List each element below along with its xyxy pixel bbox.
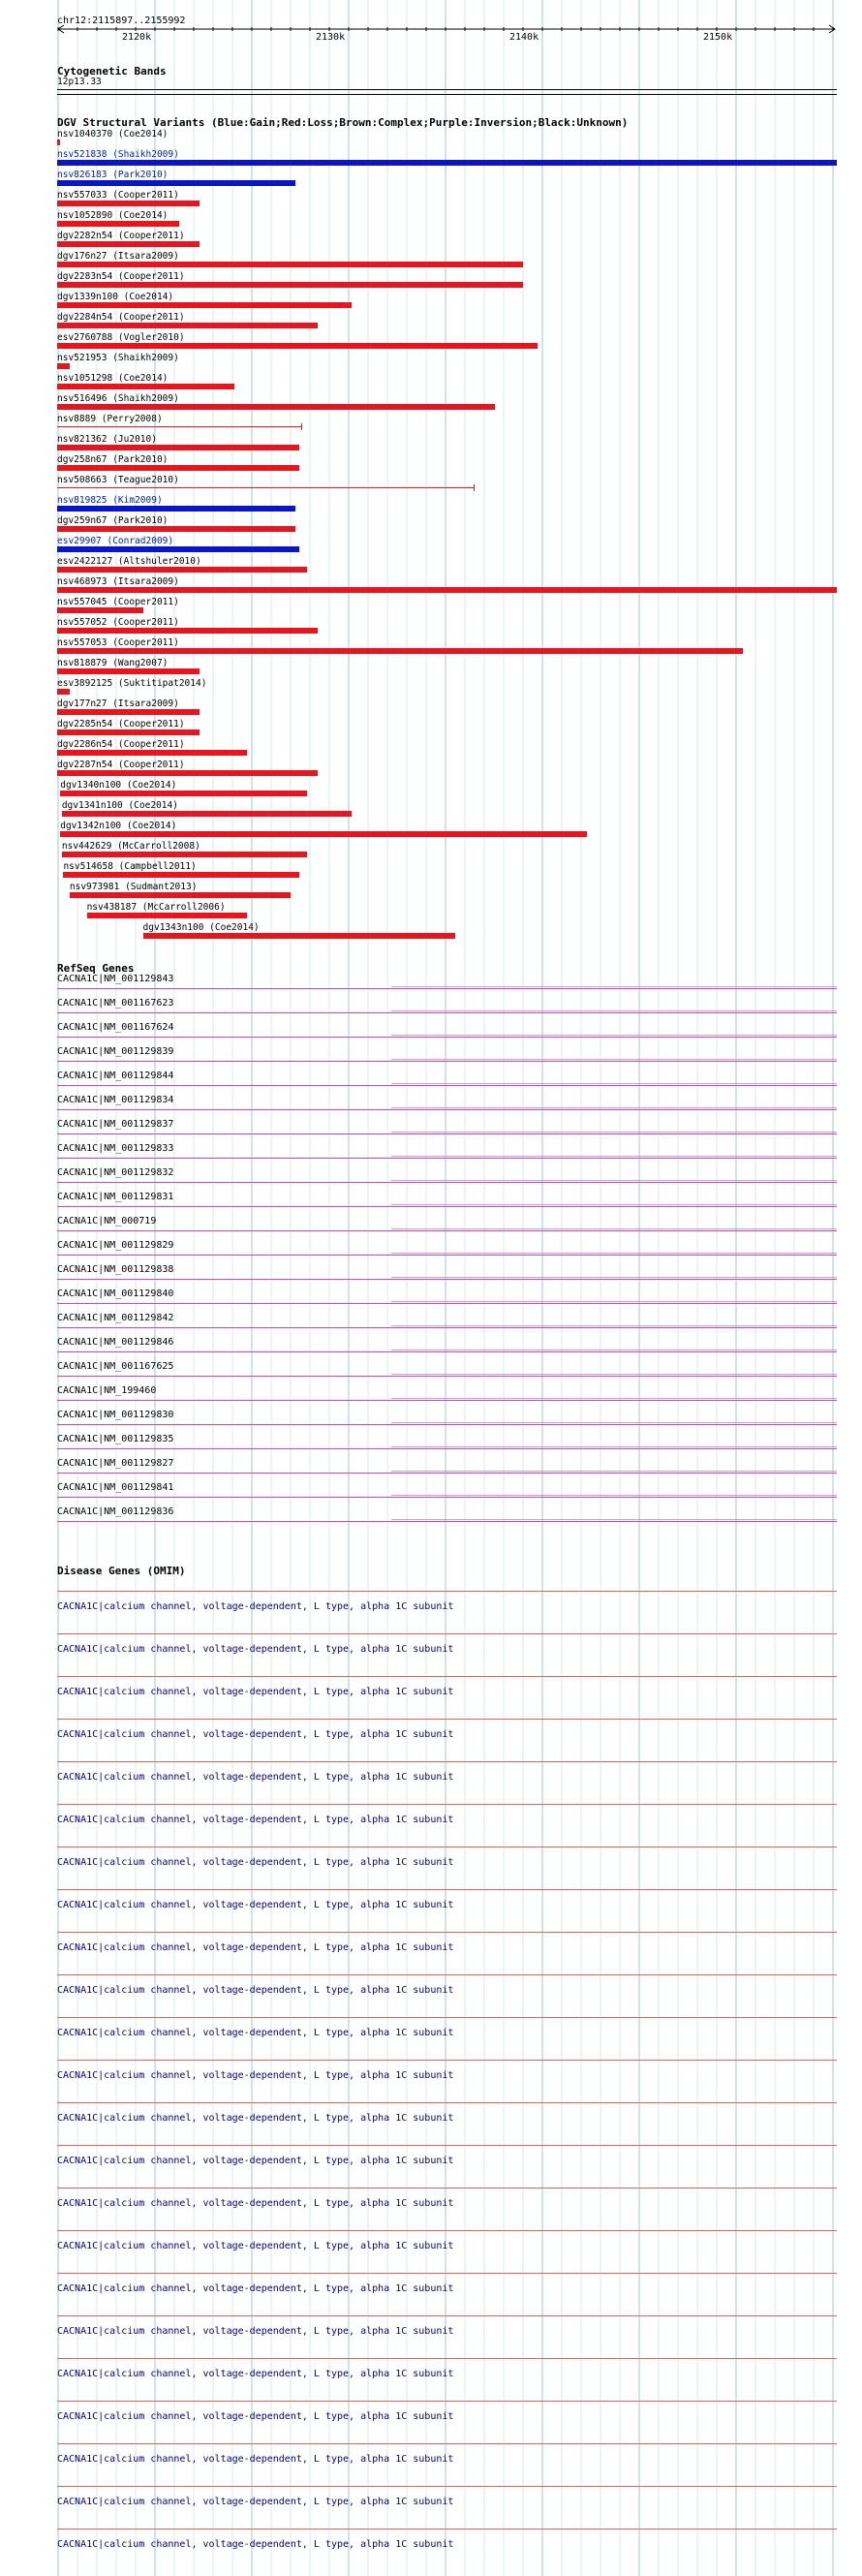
refseq-gene-line[interactable] — [57, 1037, 837, 1038]
ruler-tick-label: 2130k — [316, 32, 346, 43]
omim-feature-label[interactable]: CACNA1C|calcium channel, voltage-dependent, L type, alpha 1C subunit — [57, 1857, 454, 1868]
dgv-feature-bar[interactable] — [57, 426, 302, 427]
refseq-gene-label[interactable]: CACNA1C|NM_199460 — [57, 1385, 157, 1396]
dgv-feature-label[interactable]: dgv177n27 (Itsara2009) — [57, 698, 179, 709]
omim-feature-line[interactable] — [57, 2358, 837, 2359]
dgv-feature-label[interactable]: nsv521838 (Shaikh2009) — [57, 149, 179, 160]
dgv-feature-bar[interactable] — [57, 140, 60, 145]
refseq-gene-line[interactable] — [57, 1497, 837, 1498]
omim-feature-label[interactable]: CACNA1C|calcium channel, voltage-dependent, L type, alpha 1C subunit — [57, 2156, 454, 2166]
omim-feature-label[interactable]: CACNA1C|calcium channel, voltage-dependent, L type, alpha 1C subunit — [57, 1985, 454, 1996]
refseq-exon-mark — [391, 1471, 837, 1472]
omim-feature-label[interactable]: CACNA1C|calcium channel, voltage-dependent, L type, alpha 1C subunit — [57, 2283, 454, 2294]
dgv-feature-label[interactable]: nsv557045 (Cooper2011) — [57, 597, 179, 607]
omim-feature-label[interactable]: CACNA1C|calcium channel, voltage-dependent, L type, alpha 1C subunit — [57, 2070, 454, 2081]
refseq-exon-mark — [391, 1180, 837, 1181]
refseq-gene-line[interactable] — [57, 1521, 837, 1522]
dgv-feature-bar[interactable] — [57, 668, 200, 674]
refseq-gene-line[interactable] — [57, 1376, 837, 1377]
dgv-feature-bar[interactable] — [57, 363, 70, 369]
dgv-feature-bar[interactable] — [57, 201, 200, 206]
dgv-feature-label[interactable]: nsv1051298 (Coe2014) — [57, 373, 169, 384]
dgv-feature-label[interactable]: esv2760788 (Vogler2010) — [57, 332, 185, 343]
refseq-track-title: RefSeq Genes — [57, 962, 135, 975]
omim-feature-line[interactable] — [57, 1761, 837, 1762]
cytoband-track-title: Cytogenetic Bands — [57, 65, 167, 78]
dgv-feature-bar[interactable] — [62, 811, 352, 817]
dgv-feature-label[interactable]: dgv258n67 (Park2010) — [57, 454, 169, 465]
dgv-feature-label[interactable]: nsv821362 (Ju2010) — [57, 434, 157, 445]
cytoband-label[interactable]: 12p13.33 — [57, 77, 102, 87]
refseq-gene-line[interactable] — [57, 1400, 837, 1401]
dgv-feature-label[interactable]: nsv516496 (Shaikh2009) — [57, 393, 179, 404]
refseq-gene-label[interactable]: CACNA1C|NM_001129843 — [57, 974, 174, 984]
omim-feature-label[interactable]: CACNA1C|calcium channel, voltage-dependent, L type, alpha 1C subunit — [57, 1687, 454, 1697]
dgv-feature-label[interactable]: dgv1339n100 (Coe2014) — [57, 292, 174, 302]
omim-feature-label[interactable]: CACNA1C|calcium channel, voltage-dependent, L type, alpha 1C subunit — [57, 2454, 454, 2465]
dgv-feature-bar[interactable] — [63, 872, 298, 878]
dgv-feature-label[interactable]: dgv2286n54 (Cooper2011) — [57, 739, 185, 750]
dgv-feature-bar[interactable] — [57, 323, 318, 328]
omim-track-title: Disease Genes (OMIM) — [57, 1565, 186, 1577]
refseq-exon-mark — [391, 986, 837, 987]
refseq-exon-mark — [391, 1035, 837, 1036]
omim-feature-line[interactable] — [57, 1676, 837, 1677]
dgv-feature-label[interactable]: nsv557053 (Cooper2011) — [57, 637, 179, 648]
omim-feature-line[interactable] — [57, 2273, 837, 2274]
dgv-feature-bar[interactable] — [57, 770, 318, 776]
ruler-tick-label: 2150k — [703, 32, 733, 43]
refseq-gene-label[interactable]: CACNA1C|NM_001129842 — [57, 1313, 174, 1323]
ruler-tick-label: 2140k — [509, 32, 539, 43]
dgv-feature-bar[interactable] — [57, 546, 299, 552]
dgv-feature-label[interactable]: esv29907 (Conrad2009) — [57, 536, 174, 546]
omim-feature-line[interactable] — [57, 2443, 837, 2444]
refseq-exon-mark — [391, 1422, 837, 1423]
refseq-gene-label[interactable]: CACNA1C|NM_001129837 — [57, 1119, 174, 1130]
dgv-feature-bar[interactable] — [57, 404, 495, 410]
refseq-gene-line[interactable] — [57, 1061, 837, 1062]
dgv-track-title: DGV Structural Variants (Blue:Gain;Red:Loss;Brown:Complex;Purple:Inversion;Black:Unknown) — [57, 116, 629, 129]
refseq-exon-mark — [391, 1446, 837, 1447]
omim-feature-line[interactable] — [57, 1932, 837, 1933]
dgv-feature-label[interactable]: nsv1052890 (Coe2014) — [57, 210, 169, 221]
omim-feature-label[interactable]: CACNA1C|calcium channel, voltage-dependent, L type, alpha 1C subunit — [57, 2326, 454, 2337]
dgv-feature-bar[interactable] — [62, 852, 307, 857]
refseq-exon-mark — [391, 1156, 837, 1157]
omim-feature-line[interactable] — [57, 2017, 837, 2018]
omim-feature-line[interactable] — [57, 2060, 837, 2061]
dgv-feature-bar[interactable] — [60, 791, 306, 796]
dgv-feature-label[interactable]: dgv2287n54 (Cooper2011) — [57, 760, 185, 770]
omim-feature-label[interactable]: CACNA1C|calcium channel, voltage-dependent, L type, alpha 1C subunit — [57, 2497, 454, 2507]
dgv-feature-label[interactable]: nsv438187 (McCarroll2006) — [86, 902, 226, 913]
dgv-feature-bar[interactable] — [57, 689, 70, 695]
omim-feature-label[interactable]: CACNA1C|calcium channel, voltage-dependent, L type, alpha 1C subunit — [57, 1942, 454, 1953]
refseq-gene-label[interactable]: CACNA1C|NM_001129846 — [57, 1337, 174, 1348]
dgv-feature-label[interactable]: nsv508663 (Teague2010) — [57, 475, 179, 485]
omim-feature-line[interactable] — [57, 2102, 837, 2103]
dgv-feature-label[interactable]: dgv259n67 (Park2010) — [57, 515, 169, 526]
dgv-feature-bar[interactable] — [57, 343, 538, 349]
dgv-feature-bar[interactable] — [57, 628, 318, 634]
refseq-gene-label[interactable]: CACNA1C|NM_001167623 — [57, 998, 174, 1009]
dgv-feature-label[interactable]: dgv2284n54 (Cooper2011) — [57, 312, 185, 323]
location-label: chr12:2115897..2155992 — [57, 16, 186, 26]
dgv-feature-label[interactable]: dgv1342n100 (Coe2014) — [60, 821, 177, 831]
omim-feature-line[interactable] — [57, 1591, 837, 1592]
dgv-feature-label[interactable]: nsv557033 (Cooper2011) — [57, 190, 179, 201]
omim-feature-line[interactable] — [57, 2486, 837, 2487]
ruler-ticks — [58, 27, 833, 31]
refseq-gene-label[interactable]: CACNA1C|NM_001129838 — [57, 1264, 174, 1275]
refseq-gene-line[interactable] — [57, 1327, 837, 1328]
refseq-gene-label[interactable]: CACNA1C|NM_000719 — [57, 1216, 157, 1226]
refseq-gene-label[interactable]: CACNA1C|NM_001129836 — [57, 1506, 174, 1517]
omim-feature-line[interactable] — [57, 1889, 837, 1890]
omim-feature-label[interactable]: CACNA1C|calcium channel, voltage-dependent, L type, alpha 1C subunit — [57, 2411, 454, 2422]
refseq-gene-label[interactable]: CACNA1C|NM_001129844 — [57, 1071, 174, 1081]
omim-feature-label[interactable]: CACNA1C|calcium channel, voltage-dependent, L type, alpha 1C subunit — [57, 2539, 454, 2550]
refseq-gene-line[interactable] — [57, 1230, 837, 1231]
refseq-gene-label[interactable]: CACNA1C|NM_001129831 — [57, 1192, 174, 1202]
dgv-feature-label[interactable]: nsv468973 (Itsara2009) — [57, 576, 179, 587]
dgv-feature-label[interactable]: nsv826183 (Park2010) — [57, 170, 169, 180]
dgv-feature-bar[interactable] — [60, 831, 587, 837]
refseq-gene-label[interactable]: CACNA1C|NM_001167624 — [57, 1022, 174, 1033]
refseq-gene-line[interactable] — [57, 1158, 837, 1159]
omim-feature-label[interactable]: CACNA1C|calcium channel, voltage-dependent, L type, alpha 1C subunit — [57, 1601, 454, 1612]
dgv-feature-bar[interactable] — [57, 465, 299, 471]
refseq-gene-line[interactable] — [57, 1255, 837, 1256]
dgv-feature-bar[interactable] — [57, 180, 295, 186]
omim-feature-label[interactable]: CACNA1C|calcium channel, voltage-dependent, L type, alpha 1C subunit — [57, 1729, 454, 1740]
dgv-feature-bar[interactable] — [57, 262, 523, 267]
omim-feature-line[interactable] — [57, 2401, 837, 2402]
dgv-feature-label[interactable]: nsv819825 (Kim2009) — [57, 495, 163, 506]
dgv-feature-label[interactable]: dgv1343n100 (Coe2014) — [142, 922, 260, 933]
refseq-gene-line[interactable] — [57, 988, 837, 989]
refseq-gene-line[interactable] — [57, 1206, 837, 1207]
ruler-tick-label: 2120k — [122, 32, 152, 43]
refseq-gene-label[interactable]: CACNA1C|NM_001129832 — [57, 1167, 174, 1178]
dgv-feature-bar[interactable] — [57, 729, 200, 735]
refseq-gene-line[interactable] — [57, 1424, 837, 1425]
dgv-feature-label[interactable]: nsv1040370 (Coe2014) — [57, 129, 169, 140]
refseq-gene-line[interactable] — [57, 1303, 837, 1304]
omim-feature-line[interactable] — [57, 1804, 837, 1805]
omim-feature-line[interactable] — [57, 1719, 837, 1720]
dgv-feature-bar[interactable] — [57, 302, 352, 308]
omim-feature-label[interactable]: CACNA1C|calcium channel, voltage-dependent, L type, alpha 1C subunit — [57, 1644, 454, 1655]
refseq-gene-label[interactable]: CACNA1C|NM_001129835 — [57, 1434, 174, 1444]
refseq-gene-line[interactable] — [57, 1279, 837, 1280]
dgv-feature-bar[interactable] — [57, 750, 247, 756]
refseq-exon-mark — [391, 1398, 837, 1399]
omim-feature-label[interactable]: CACNA1C|calcium channel, voltage-dependent, L type, alpha 1C subunit — [57, 1772, 454, 1783]
refseq-gene-line[interactable] — [57, 1448, 837, 1449]
dgv-feature-label[interactable]: nsv973981 (Sudmant2013) — [69, 882, 198, 892]
dgv-feature-bar[interactable] — [57, 241, 200, 247]
dgv-feature-bar[interactable] — [57, 445, 299, 450]
omim-feature-line[interactable] — [57, 1974, 837, 1975]
dgv-feature-label[interactable]: esv3892125 (Suktitipat2014) — [57, 678, 207, 689]
refseq-gene-line[interactable] — [57, 1351, 837, 1352]
refseq-exon-mark — [391, 1325, 837, 1326]
refseq-gene-label[interactable]: CACNA1C|NM_001129840 — [57, 1288, 174, 1299]
refseq-gene-label[interactable]: CACNA1C|NM_001129839 — [57, 1046, 174, 1057]
omim-feature-line[interactable] — [57, 2315, 837, 2316]
refseq-gene-label[interactable]: CACNA1C|NM_001129834 — [57, 1095, 174, 1105]
omim-feature-label[interactable]: CACNA1C|calcium channel, voltage-dependent, L type, alpha 1C subunit — [57, 1900, 454, 1910]
refseq-exon-mark — [391, 1204, 837, 1205]
refseq-exon-mark — [391, 1253, 837, 1254]
dgv-feature-label[interactable]: nsv557052 (Cooper2011) — [57, 617, 179, 628]
dgv-feature-bar[interactable] — [70, 892, 292, 898]
refseq-exon-mark — [391, 1059, 837, 1060]
refseq-gene-label[interactable]: CACNA1C|NM_001167625 — [57, 1361, 174, 1372]
dgv-feature-label[interactable]: dgv176n27 (Itsara2009) — [57, 251, 179, 262]
dgv-feature-label[interactable]: dgv1341n100 (Coe2014) — [61, 800, 178, 811]
omim-feature-line[interactable] — [57, 2230, 837, 2231]
refseq-gene-label[interactable]: CACNA1C|NM_001129827 — [57, 1458, 174, 1469]
omim-feature-label[interactable]: CACNA1C|calcium channel, voltage-dependent, L type, alpha 1C subunit — [57, 2198, 454, 2209]
refseq-gene-label[interactable]: CACNA1C|NM_001129830 — [57, 1410, 174, 1420]
dgv-feature-label[interactable]: dgv2282n54 (Cooper2011) — [57, 231, 185, 241]
cytoband-bar-bottom — [57, 94, 837, 95]
refseq-gene-label[interactable]: CACNA1C|NM_001129829 — [57, 1240, 174, 1251]
dgv-feature-label[interactable]: esv2422127 (Altshuler2010) — [57, 556, 201, 567]
dgv-feature-bar[interactable] — [57, 221, 179, 227]
dgv-feature-label[interactable]: nsv521953 (Shaikh2009) — [57, 353, 179, 363]
dgv-feature-label[interactable]: nsv818879 (Wang2007) — [57, 658, 169, 668]
refseq-gene-label[interactable]: CACNA1C|NM_001129833 — [57, 1143, 174, 1154]
omim-feature-label[interactable]: CACNA1C|calcium channel, voltage-dependent, L type, alpha 1C subunit — [57, 2028, 454, 2038]
refseq-exon-mark — [391, 1132, 837, 1133]
refseq-exon-mark — [391, 1301, 837, 1302]
refseq-gene-line[interactable] — [57, 1473, 837, 1474]
dgv-feature-bar[interactable] — [57, 526, 295, 532]
refseq-exon-mark — [391, 1083, 837, 1084]
dgv-feature-label[interactable]: nsv514658 (Campbell2011) — [63, 861, 197, 872]
refseq-exon-mark — [391, 1228, 837, 1229]
refseq-exon-mark — [391, 1374, 837, 1375]
dgv-feature-bar[interactable] — [57, 709, 200, 715]
omim-feature-label[interactable]: CACNA1C|calcium channel, voltage-dependent, L type, alpha 1C subunit — [57, 1815, 454, 1825]
refseq-gene-line[interactable] — [57, 1012, 837, 1013]
refseq-gene-line[interactable] — [57, 1109, 837, 1110]
dgv-feature-bar[interactable] — [57, 587, 837, 593]
cytoband-bar-top — [57, 89, 837, 90]
refseq-gene-line[interactable] — [57, 1182, 837, 1183]
dgv-feature-bar[interactable] — [57, 487, 475, 488]
omim-feature-label[interactable]: CACNA1C|calcium channel, voltage-dependent, L type, alpha 1C subunit — [57, 2369, 454, 2379]
dgv-feature-bar[interactable] — [57, 567, 307, 573]
omim-feature-line[interactable] — [57, 2145, 837, 2146]
refseq-gene-line[interactable] — [57, 1085, 837, 1086]
refseq-exon-mark — [391, 1277, 837, 1278]
dgv-feature-bar[interactable] — [87, 913, 247, 918]
omim-feature-label[interactable]: CACNA1C|calcium channel, voltage-dependent, L type, alpha 1C subunit — [57, 2241, 454, 2251]
refseq-exon-mark — [391, 1495, 837, 1496]
dgv-feature-bar[interactable] — [57, 648, 743, 654]
refseq-gene-line[interactable] — [57, 1133, 837, 1134]
refseq-exon-mark — [391, 1107, 837, 1108]
refseq-exon-mark — [391, 1010, 837, 1011]
refseq-gene-label[interactable]: CACNA1C|NM_001129841 — [57, 1482, 174, 1493]
dgv-feature-label[interactable]: nsv442629 (McCarroll2008) — [61, 841, 200, 852]
dgv-feature-bar[interactable] — [57, 607, 143, 613]
dgv-feature-bar[interactable] — [57, 160, 837, 166]
dgv-feature-bar[interactable] — [57, 282, 523, 288]
dgv-feature-label[interactable]: dgv1340n100 (Coe2014) — [60, 780, 177, 791]
dgv-feature-bar[interactable] — [57, 506, 295, 512]
omim-feature-label[interactable]: CACNA1C|calcium channel, voltage-dependent, L type, alpha 1C subunit — [57, 2113, 454, 2124]
dgv-feature-label[interactable]: dgv2283n54 (Cooper2011) — [57, 271, 185, 282]
dgv-feature-label[interactable]: dgv2285n54 (Cooper2011) — [57, 719, 185, 729]
dgv-feature-label[interactable]: nsv8889 (Perry2008) — [57, 414, 163, 424]
refseq-exon-mark — [391, 1519, 837, 1520]
dgv-feature-bar[interactable] — [143, 933, 455, 939]
omim-feature-line[interactable] — [57, 1633, 837, 1634]
dgv-feature-bar[interactable] — [57, 384, 234, 389]
